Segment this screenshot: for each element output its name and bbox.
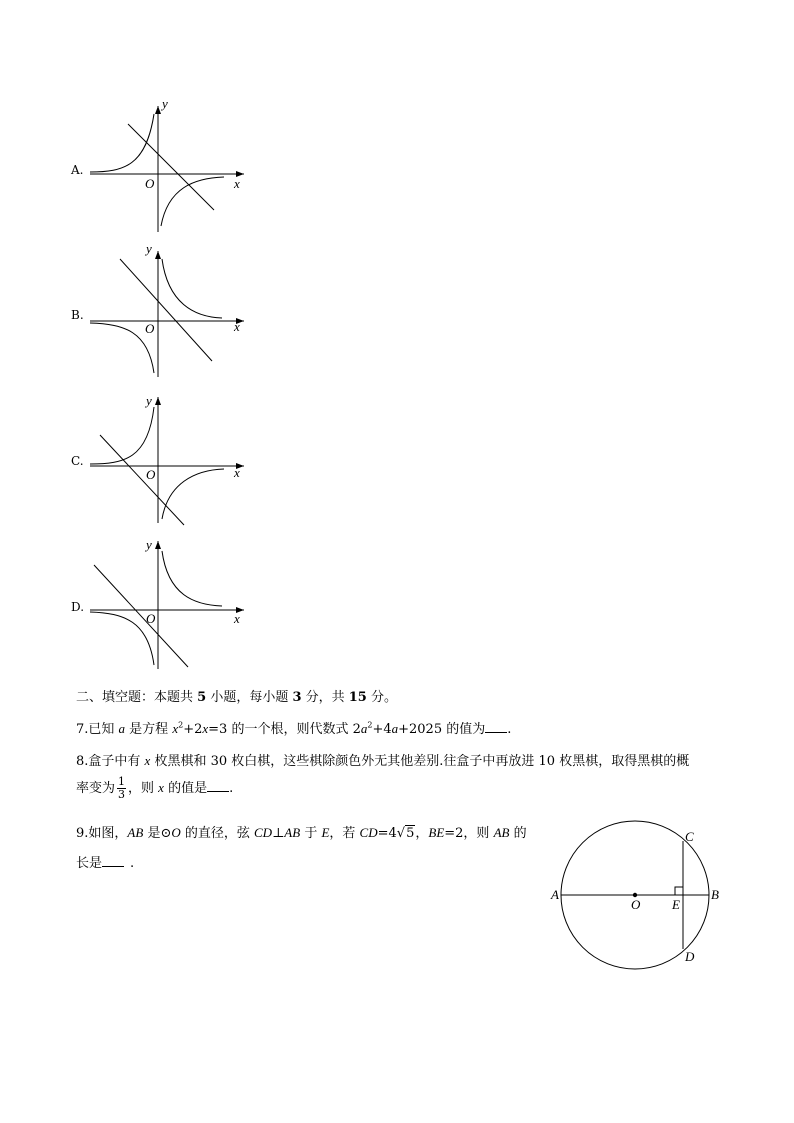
sqrt-symbol: √5 [396,826,415,841]
circle-figure [545,815,735,975]
x-label: x [234,611,240,626]
y-axis-arrow [155,397,161,405]
linear-line [120,259,212,361]
origin-label: O [146,611,156,626]
question-7: 7.已知 a 是方程 $x^2+2x=3$ 的一个根，则代数式 $2a^2+4a+2025$ 的值为 . [76,720,512,737]
y-label: y [146,537,152,552]
hyperbola-branch-right [161,177,224,226]
hyperbola-branch-left [90,407,154,464]
point-b-label: B [711,887,719,902]
option-a-label: A. [71,163,84,177]
option-b-label: B. [71,308,84,322]
y-label: y [146,393,152,408]
point-a-label: A [551,887,559,902]
point-e-label: E [672,897,680,912]
question-8-line2: 率变为 $\frac{1}{3}$ ，则 x 的值是 . [76,775,234,801]
linear-line [100,435,184,525]
hyperbola-branch-right [162,551,222,606]
origin-label: O [146,467,156,482]
question-9-line2: 长是 . [76,856,135,871]
answer-blank[interactable] [102,854,124,867]
origin-label: O [145,176,155,191]
answer-blank[interactable] [485,720,507,733]
option-b-graph [84,243,254,383]
y-label: y [162,96,168,111]
right-angle-mark [675,887,683,895]
option-d-label: D. [71,600,85,614]
y-label: y [146,241,152,256]
x-label: x [234,176,240,191]
fraction: $\frac{1}{3}$ [118,775,126,801]
question-9-line1: 9.如图，AB 是⊙O 的直径，弦 CD⊥AB 于 E，若 CD=4√5，BE=2，则 AB 的 [76,825,527,841]
x-label: x [234,465,240,480]
section2-heading: 二、填空题：本题共 5 小题，每小题 3 分，共 15 分。 [76,690,397,705]
option-a-graph [84,98,254,238]
x-label: x [234,319,240,334]
y-axis-arrow [155,541,161,549]
point-o-label: O [631,897,641,912]
option-d-graph [84,535,254,675]
option-c-graph [84,389,254,529]
hyperbola-branch-right [162,259,222,318]
linear-line [128,124,214,210]
hyperbola-branch-left [90,114,154,172]
option-c-label: C. [71,454,84,468]
point-d-label: D [685,949,695,964]
origin-label: O [145,321,155,336]
linear-line [94,565,188,667]
y-axis-arrow [155,106,161,114]
point-c-label: C [685,829,694,844]
answer-blank[interactable] [207,779,229,792]
question-8-line1: 8.盒子中有 x 枚黑棋和 30 枚白棋，这些棋除颜色外无其他差别.往盒子中再放进 10 枚黑棋，取得黑棋的概 [76,753,690,769]
y-axis-arrow [155,251,161,259]
